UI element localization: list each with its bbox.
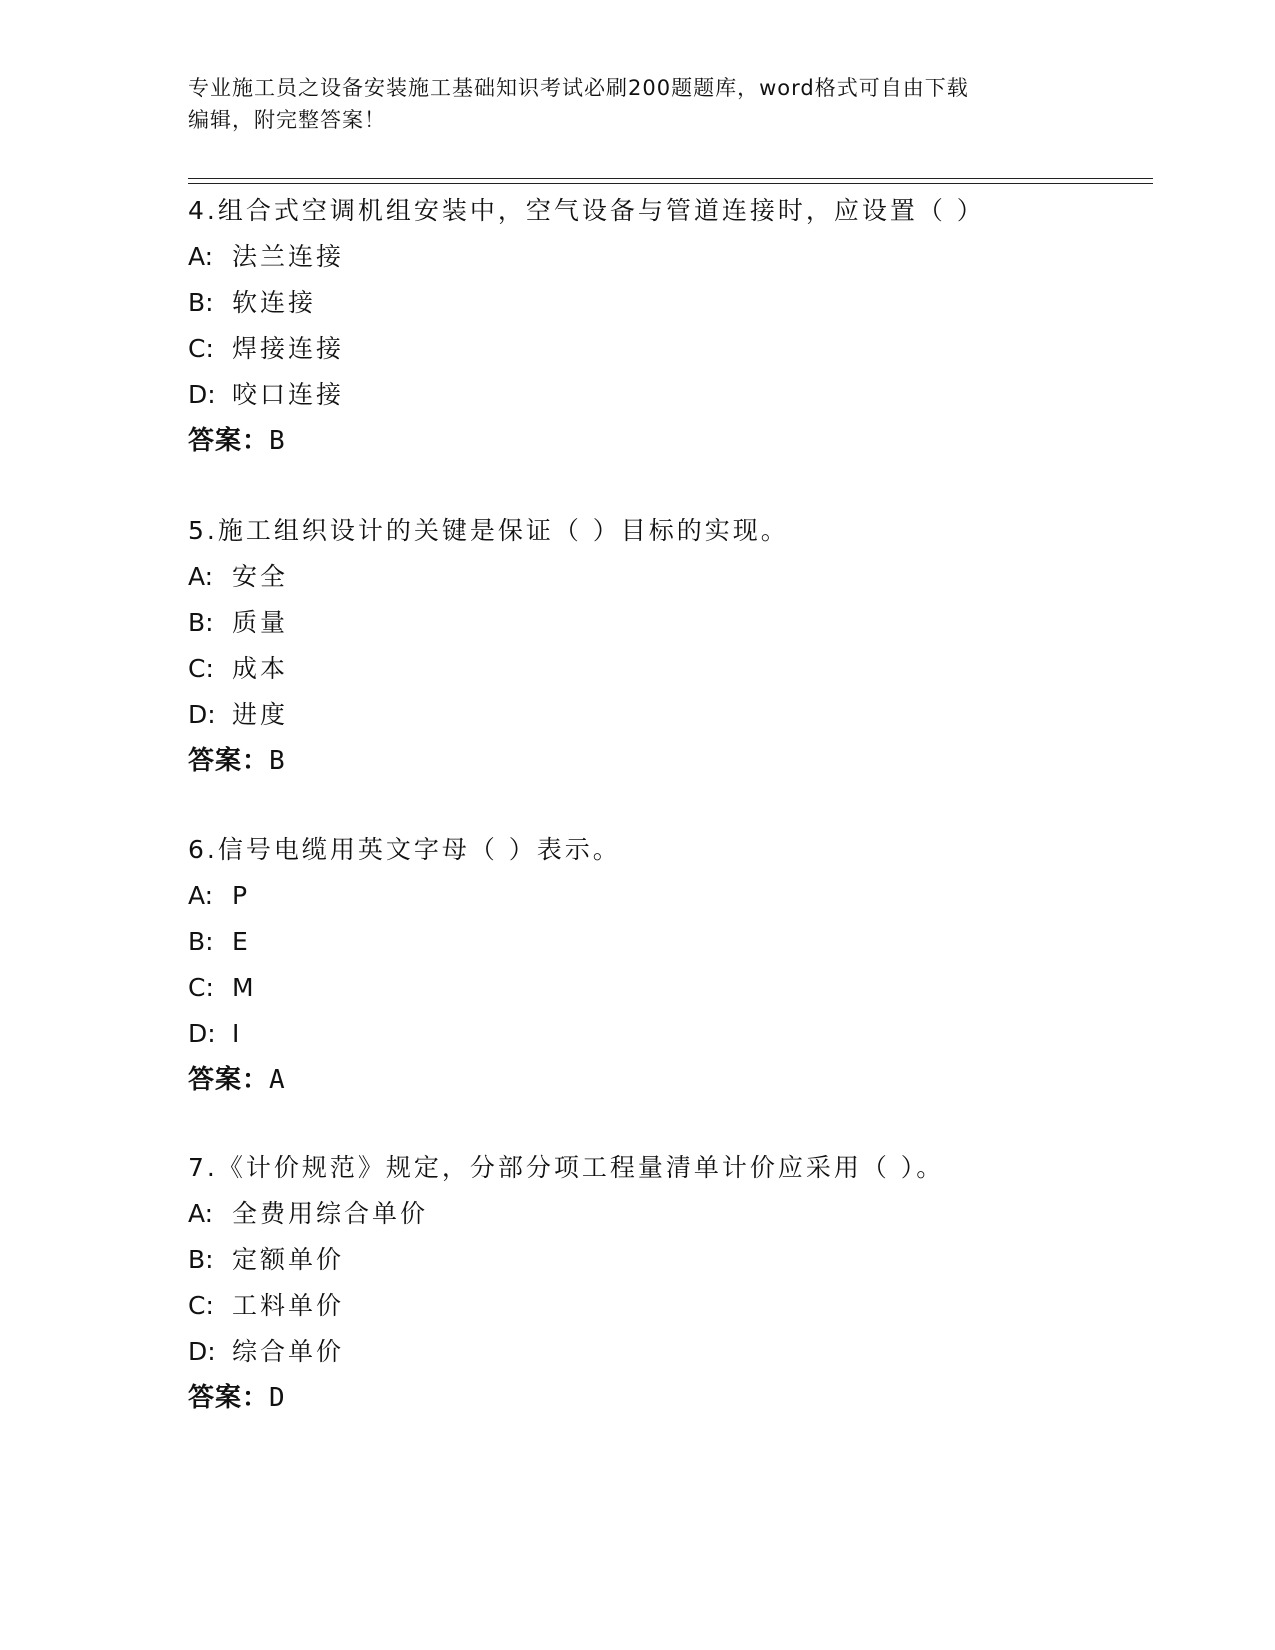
question-text: 5.施工组织设计的关键是保证（ ）目标的实现。: [188, 516, 789, 545]
option-letter: C:: [188, 973, 214, 1002]
option-letter: D:: [188, 380, 216, 409]
option-d: [188, 1329, 1148, 1375]
answer-label: 答案：: [188, 1065, 270, 1095]
question-text: 6.信号电缆用英文字母（ ）表示。: [188, 835, 621, 864]
question-7: [188, 1145, 1148, 1421]
option-b: [188, 919, 1148, 965]
option-d: [188, 372, 1148, 418]
option-letter: D:: [188, 700, 216, 729]
option-letter: D:: [188, 1019, 216, 1048]
option-letter: A:: [188, 881, 214, 910]
option-text: 工料单价: [232, 1291, 345, 1320]
header-rule-top: [188, 178, 1153, 179]
header-rule-bottom: [188, 183, 1153, 184]
question-6: [188, 827, 1148, 1103]
option-b: [188, 600, 1148, 646]
answer: [188, 738, 1148, 784]
question-5: [188, 508, 1148, 784]
option-a: [188, 1191, 1148, 1237]
option-text: 安全: [232, 562, 289, 591]
option-d: [188, 692, 1148, 738]
option-letter: A:: [188, 242, 214, 271]
header-line-2: 编辑，附完整答案！: [188, 108, 386, 132]
document-header: [188, 72, 1088, 136]
option-letter: B:: [188, 288, 214, 317]
option-letter: A:: [188, 562, 214, 591]
option-text: P: [232, 881, 251, 910]
option-c: [188, 1283, 1148, 1329]
option-letter: C:: [188, 1291, 214, 1320]
option-b: [188, 280, 1148, 326]
option-letter: B:: [188, 608, 214, 637]
option-a: [188, 554, 1148, 600]
option-letter: D:: [188, 1337, 216, 1366]
option-text: 成本: [232, 654, 289, 683]
option-a: [188, 873, 1148, 919]
answer-value: B: [269, 746, 286, 776]
option-text: 质量: [232, 608, 289, 637]
answer-label: 答案：: [188, 426, 270, 456]
option-text: 焊接连接: [232, 334, 345, 363]
option-text: 定额单价: [232, 1245, 345, 1274]
option-text: 咬口连接: [232, 380, 345, 409]
question-text: 4.组合式空调机组安装中，空气设备与管道连接时，应设置（ ）: [188, 196, 985, 225]
option-text: M: [232, 973, 257, 1002]
option-letter: B:: [188, 1245, 214, 1274]
option-text: 综合单价: [232, 1337, 345, 1366]
question-text: 7.《计价规范》规定，分部分项工程量清单计价应采用（ ）。: [188, 1153, 945, 1182]
answer-label: 答案：: [188, 746, 270, 776]
option-d: [188, 1011, 1148, 1057]
answer: [188, 1057, 1148, 1103]
option-a: [188, 234, 1148, 280]
answer-value: B: [269, 426, 286, 456]
option-letter: B:: [188, 927, 214, 956]
question-4: [188, 188, 1148, 464]
option-letter: C:: [188, 334, 214, 363]
answer-value: D: [269, 1383, 286, 1413]
option-b: [188, 1237, 1148, 1283]
option-c: [188, 646, 1148, 692]
option-c: [188, 326, 1148, 372]
answer: [188, 418, 1148, 464]
header-line-1: 专业施工员之设备安装施工基础知识考试必刷200题题库，word格式可自由下载: [188, 76, 969, 100]
answer-label: 答案：: [188, 1383, 270, 1413]
answer: [188, 1375, 1148, 1421]
option-text: 全费用综合单价: [232, 1199, 429, 1228]
option-text: 法兰连接: [232, 242, 345, 271]
option-text: E: [232, 927, 251, 956]
option-text: 进度: [232, 700, 289, 729]
option-c: [188, 965, 1148, 1011]
option-text: I: [232, 1019, 243, 1048]
answer-value: A: [269, 1065, 286, 1095]
option-letter: A:: [188, 1199, 214, 1228]
option-letter: C:: [188, 654, 214, 683]
option-text: 软连接: [232, 288, 317, 317]
